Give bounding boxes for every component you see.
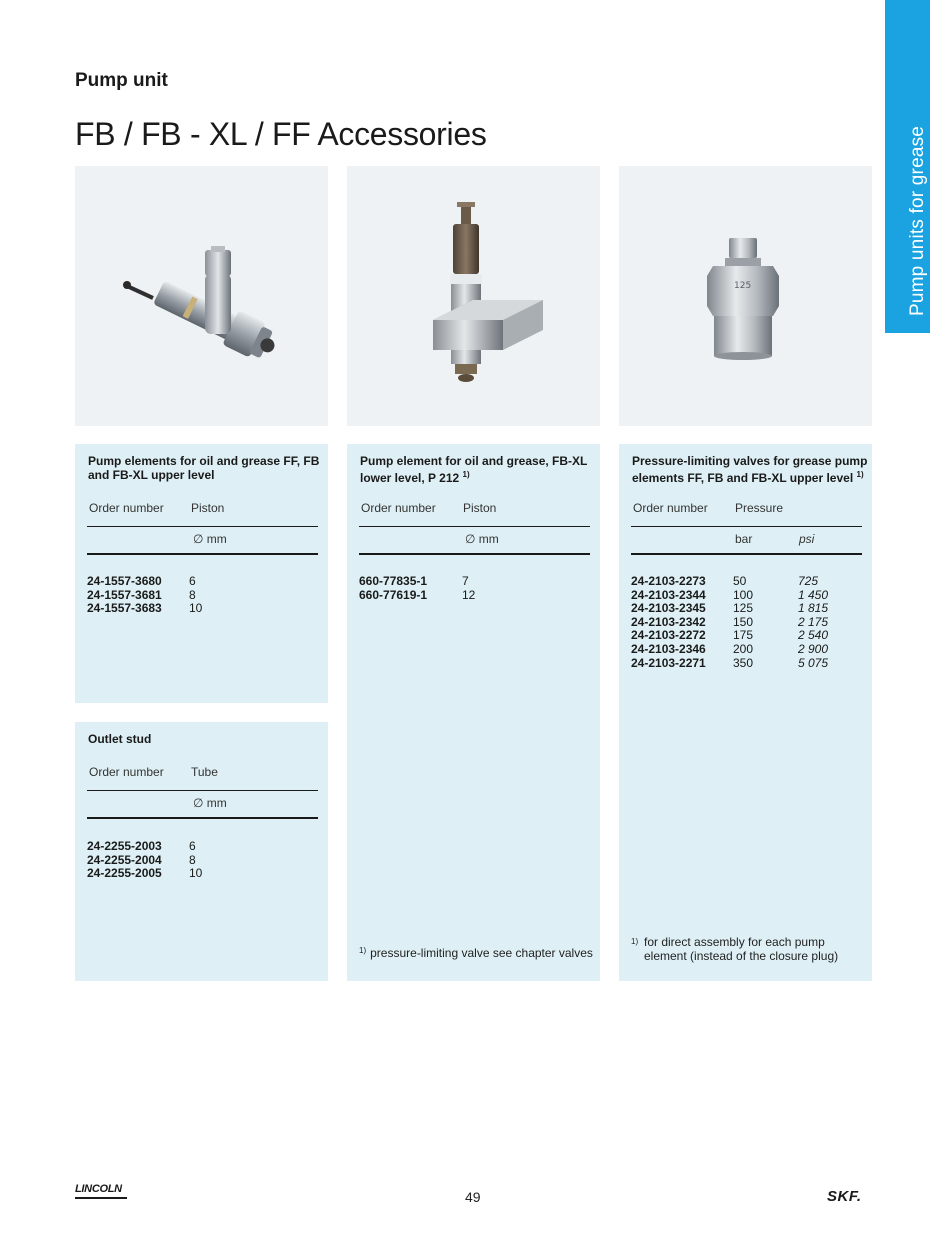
skf-logo: SKF. <box>827 1188 862 1205</box>
header-divider <box>87 790 318 791</box>
col-header-pressure: Pressure <box>735 501 784 515</box>
col-header-order-number: Order number <box>361 501 436 515</box>
lower-level-element-illustration <box>347 166 600 426</box>
page-subtitle: Pump unit <box>75 70 168 91</box>
panel-title: Pressure-limiting valves for grease pump elements FF, FB and FB-XL upper level $^{1)}$ <box>632 454 868 485</box>
table-row: 24-2103-2271 350 5 075 <box>631 655 829 670</box>
header-divider <box>359 526 590 527</box>
table-row: 24-1557-3681 8 <box>87 587 196 602</box>
footnote: 1) for direct assembly for each pump element (instead of the closure plug) <box>631 935 839 963</box>
unit-label: ∅ mm <box>193 532 227 546</box>
header-divider-bold <box>631 553 862 555</box>
col-header-order-number: Order number <box>633 501 708 515</box>
table-row: 660-77835-1 7 <box>359 574 469 588</box>
order-table <box>87 575 202 616</box>
panel-title: Pump element for oil and grease, FB-XL lower level, P 212 $^{1)}$ <box>360 454 588 485</box>
col-header-piston: Piston <box>191 501 225 515</box>
product-image-lower-level-element <box>347 166 600 426</box>
section-side-tab <box>885 0 930 333</box>
col-header-order-number: Order number <box>89 501 164 515</box>
panel-pump-elements-upper <box>75 444 328 703</box>
header-divider-bold <box>359 553 590 555</box>
footnote: $^{1)}$ pressure-limiting valve see chapter valves <box>359 946 593 960</box>
table-row: 24-2103-2346 200 2 900 <box>631 641 829 656</box>
pressure-valve-illustration <box>619 166 872 426</box>
product-image-pressure-valve <box>619 166 872 426</box>
header-divider-bold <box>87 553 318 555</box>
table-row: 24-2103-2344 100 1 450 <box>631 587 829 602</box>
header-divider-bold <box>87 817 318 819</box>
table-row: 24-2255-2005 10 <box>87 866 203 881</box>
footnote-mark: 1) <box>462 470 470 479</box>
order-table <box>631 575 828 670</box>
table-row: 24-1557-3683 10 <box>87 601 203 616</box>
col-header-tube: Tube <box>191 765 218 779</box>
page-number: 49 <box>465 1189 481 1205</box>
table-row: 24-2103-2273 50 725 <box>631 574 819 588</box>
table-row: 24-2103-2342 150 2 175 <box>631 614 829 629</box>
unit-label: ∅ mm <box>193 796 227 810</box>
panel-pressure-limiting-valves <box>619 444 872 981</box>
header-divider <box>87 526 318 527</box>
unit-psi: psi <box>799 532 815 546</box>
valve-marking: 125 <box>734 281 752 291</box>
table-row: 660-77619-1 12 <box>359 587 476 602</box>
table-row: 24-1557-3680 6 <box>87 574 196 588</box>
panel-outlet-stud <box>75 722 328 981</box>
panel-title: Outlet stud <box>88 732 152 746</box>
pump-element-illustration <box>75 166 328 426</box>
footnote-mark: 1) <box>856 470 864 479</box>
header-divider <box>631 526 862 527</box>
col-header-piston: Piston <box>463 501 497 515</box>
page-title: FB / FB - XL / FF Accessories <box>75 116 487 152</box>
table-row: 24-2255-2004 8 <box>87 852 196 867</box>
order-table <box>87 840 202 881</box>
lincoln-logo: LINCOLN <box>75 1183 122 1195</box>
lincoln-logo-underline <box>75 1197 127 1199</box>
unit-bar: bar <box>735 532 753 546</box>
table-row: 24-2103-2345 125 1 815 <box>631 601 829 616</box>
table-row: 24-2255-2003 6 <box>87 839 196 853</box>
order-table <box>359 575 475 602</box>
unit-label: ∅ mm <box>465 532 499 546</box>
col-header-order-number: Order number <box>89 765 164 779</box>
side-tab-label: Pump units for grease <box>907 125 928 316</box>
table-row: 24-2103-2272 175 2 540 <box>631 628 829 643</box>
product-image-pump-element <box>75 166 328 426</box>
panel-title: Pump elements for oil and grease FF, FB and FB-XL upper level <box>88 454 320 482</box>
panel-pump-element-lower <box>347 444 600 981</box>
